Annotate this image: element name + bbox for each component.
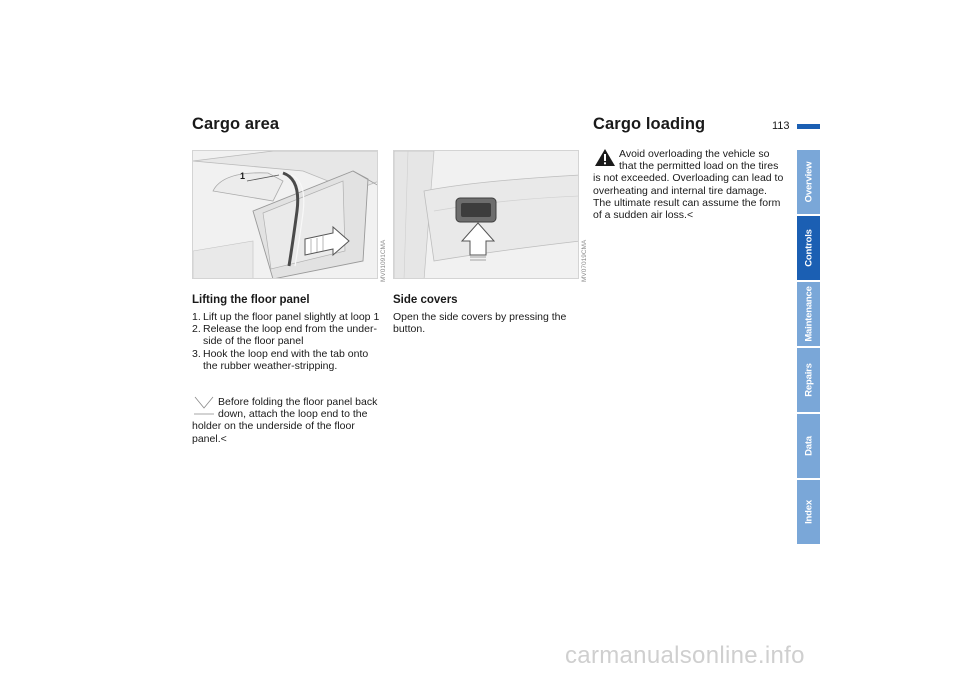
watermark: carmanualsonline.info (565, 642, 805, 669)
tab-index[interactable]: Index (797, 480, 820, 544)
side-covers-text: Open the side covers by pressing the button. (393, 311, 567, 336)
tab-overview[interactable]: Overview (797, 150, 820, 214)
floor-panel-note: Before folding the floor panel back down, attach the loop end to the holder on the underside of the floor panel.< (192, 396, 378, 445)
section-heading-cargo-loading: Cargo loading (593, 115, 706, 133)
subheading-side-covers: Side covers (393, 294, 458, 306)
figure-code-1: MV01091CMA (380, 239, 387, 282)
tab-repairs[interactable]: Repairs (797, 348, 820, 412)
cargo-loading-warning: Avoid overloading the vehicle so that the permitted load on the tires is not exceeded. Overloading can lead to overheating and internal tire damage. The ultimate result can assume the form of a sudden air loss.< (593, 148, 784, 222)
tab-data[interactable]: Data (797, 414, 820, 478)
list-item: 1. Lift up the floor panel slightly at loop 1 (192, 311, 380, 323)
tab-maintenance[interactable]: Maintenance (797, 282, 820, 346)
list-item: 3. Hook the loop end with the tab onto the rubber weather-stripping. (192, 347, 369, 372)
page-number: 113 (772, 120, 790, 132)
section-heading-cargo-area: Cargo area (192, 115, 280, 133)
floor-panel-steps (192, 311, 384, 372)
warning-triangle-icon (593, 146, 619, 170)
subheading-floor-panel: Lifting the floor panel (192, 294, 310, 306)
page-number-bar (797, 124, 820, 129)
figure-callout-1: 1 (240, 171, 246, 181)
tab-controls[interactable]: Controls (797, 216, 820, 280)
side-cover-illustration (393, 150, 579, 279)
side-cover-drawing (394, 151, 579, 279)
note-icon (192, 394, 218, 418)
list-item: 2. Release the loop end from the under-side of the floor panel (192, 323, 377, 348)
figure-code-2: MV07019CMA (581, 239, 588, 282)
floor-panel-illustration (192, 150, 378, 279)
floor-panel-drawing (193, 151, 378, 279)
